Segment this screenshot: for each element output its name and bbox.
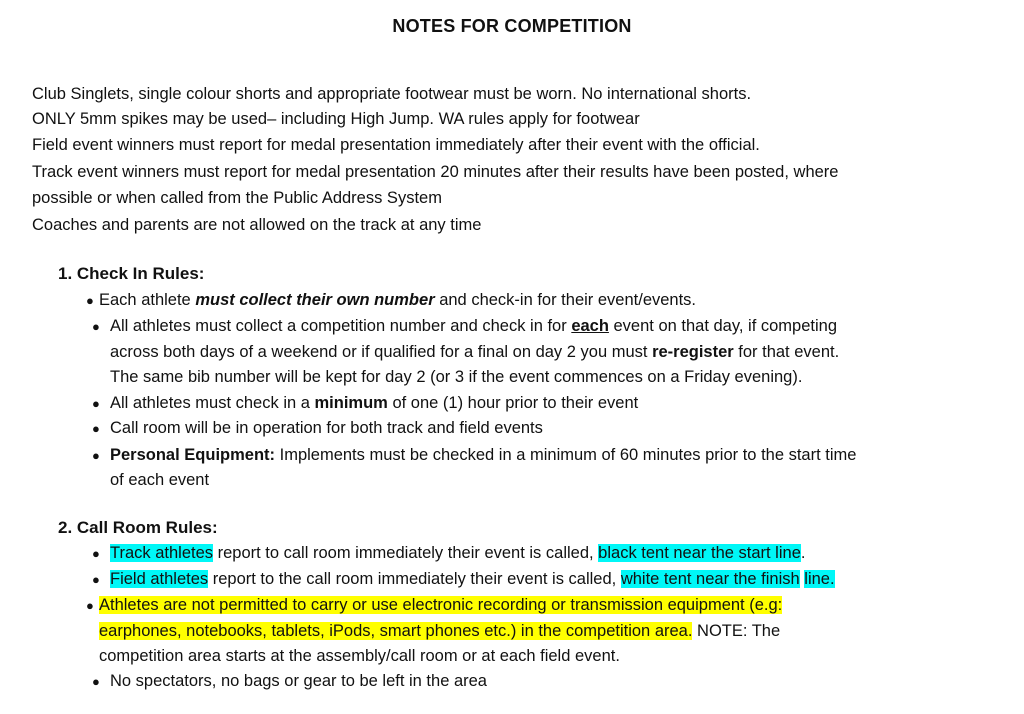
intro-line: Coaches and parents are not allowed on the track at any time [32, 216, 482, 234]
bullet-icon: ● [92, 319, 100, 334]
bullet-icon: ● [92, 674, 100, 689]
list-item-continuation: The same bib number will be kept for day 2 (or 3 if the event commences on a Friday evening). [110, 368, 803, 386]
list-item: No spectators, no bags or gear to be left in the area [110, 672, 487, 690]
intro-line: possible or when called from the Public Address System [32, 189, 442, 207]
list-item: Field athletes report to the call room immediately their event is called, white tent near the finish line. [110, 570, 835, 588]
bullet-icon: ● [86, 598, 94, 613]
list-item-continuation: across both days of a weekend or if qualified for a final on day 2 you must re-register for that event. [110, 343, 840, 361]
list-item: Athletes are not permitted to carry or use electronic recording or transmission equipment (e.g: [99, 596, 783, 614]
section-heading-call-room: 2. Call Room Rules: [58, 518, 218, 537]
bullet-icon: ● [92, 421, 100, 436]
bullet-icon: ● [92, 572, 100, 587]
bullet-icon: ● [86, 293, 94, 308]
page-title: NOTES FOR COMPETITION [392, 16, 632, 36]
list-item: All athletes must collect a competition number and check in for each event on that day, if competing [110, 317, 838, 335]
list-item: Call room will be in operation for both track and field events [110, 419, 543, 437]
intro-line: ONLY 5mm spikes may be used– including High Jump. WA rules apply for footwear [32, 110, 640, 128]
list-item: Personal Equipment: Implements must be checked in a minimum of 60 minutes prior to the start time [110, 446, 857, 464]
intro-line: Track event winners must report for medal presentation 20 minutes after their results have been posted, where [32, 163, 839, 181]
bullet-icon: ● [92, 546, 100, 561]
list-item-continuation: of each event [110, 471, 210, 489]
list-item: Track athletes report to call room immediately their event is called, black tent near the start line. [110, 544, 806, 562]
bullet-icon: ● [92, 448, 100, 463]
list-item: Each athlete must collect their own number and check-in for their event/events. [99, 291, 697, 309]
section-heading-check-in: 1. Check In Rules: [58, 264, 205, 283]
intro-line: Field event winners must report for medal presentation immediately after their event with the official. [32, 136, 760, 154]
bullet-icon: ● [92, 396, 100, 411]
list-item-continuation: earphones, notebooks, tablets, iPods, smart phones etc.) in the competition area. NOTE: The [99, 622, 781, 640]
intro-line: Club Singlets, single colour shorts and appropriate footwear must be worn. No international shorts. [32, 85, 752, 103]
list-item-continuation: competition area starts at the assembly/call room or at each field event. [99, 647, 620, 665]
list-item: All athletes must check in a minimum of one (1) hour prior to their event [110, 394, 639, 412]
